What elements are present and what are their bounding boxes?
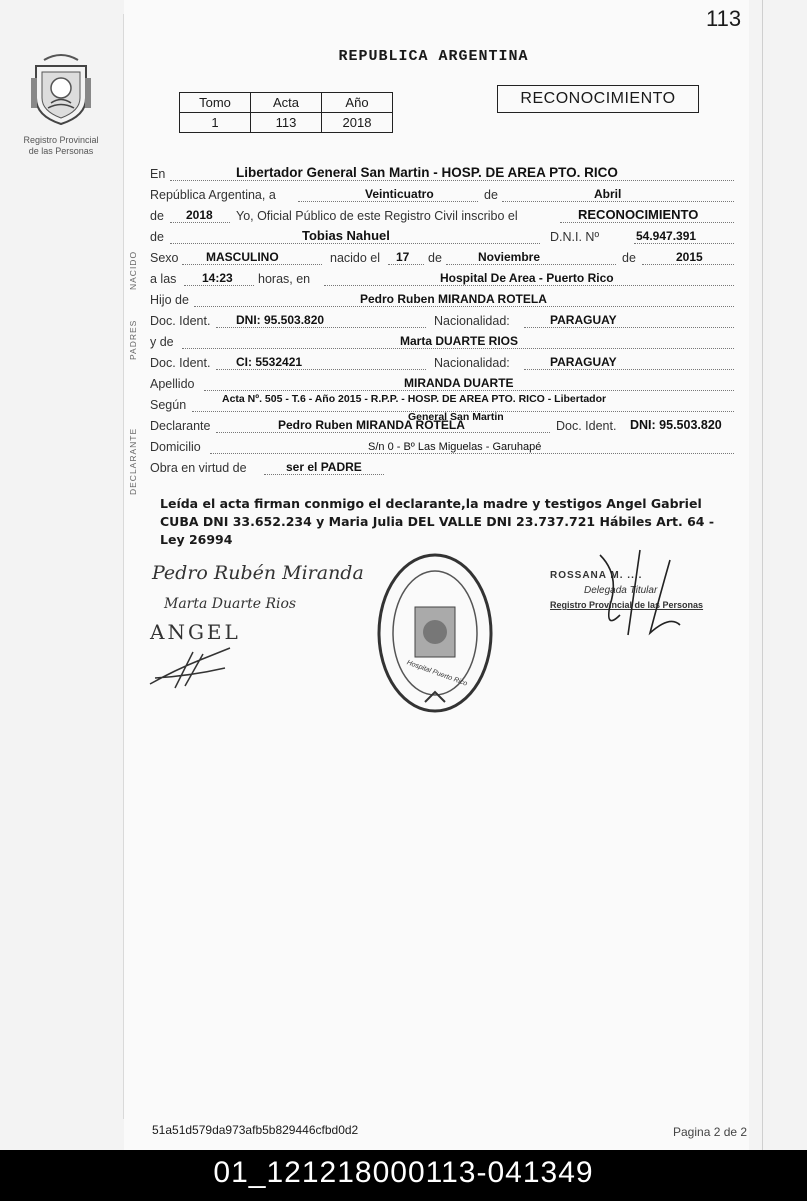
declarante-docident-label: Doc. Ident. (556, 419, 617, 433)
meta-value-acta: 113 (251, 113, 322, 133)
page-indicator: Pagina 2 de 2 (673, 1125, 748, 1139)
document-type-box: RECONOCIMIENTO (497, 85, 699, 113)
padre-doc-value: DNI: 95.503.820 (236, 313, 325, 327)
page-number: 113 (706, 6, 742, 31)
side-label-declarante: DECLARANTE (128, 427, 138, 495)
apellido-value: MIRANDA DUARTE (404, 376, 514, 390)
side-label-padres: PADRES (128, 319, 138, 360)
sexo-value: MASCULINO (206, 250, 279, 264)
hijo-label: Hijo de (150, 293, 189, 307)
meta-header-anio: Año (322, 93, 393, 113)
official-office: Registro Provincial de las Personas (550, 600, 704, 610)
page-edge (762, 0, 763, 1150)
madre-docident-label: Doc. Ident. (150, 356, 211, 370)
nac-anio-value: 2015 (676, 250, 703, 264)
domicilio-value: S/n 0 - Bº Las Miguelas - Garuhapé (368, 441, 542, 453)
de3-label: de (150, 230, 164, 244)
padre-value: Pedro Ruben MIRANDA ROTELA (360, 292, 547, 306)
meta-header-tomo: Tomo (180, 93, 251, 113)
nac-dia-value: 17 (396, 250, 410, 264)
official-signature-scribble (580, 545, 690, 640)
segun-value-2: General San Martin (408, 411, 504, 423)
meta-value-anio: 2018 (322, 113, 393, 133)
meta-table (179, 92, 393, 133)
official-stamp (375, 552, 495, 714)
lugar-value: Hospital De Area - Puerto Rico (440, 271, 614, 285)
inscribo-value: RECONOCIMIENTO (578, 207, 699, 222)
oficial-text: Yo, Oficial Público de este Registro Civil inscribo el (236, 209, 518, 223)
witness-signature-scribble (145, 640, 235, 690)
declarante-label: Declarante (150, 419, 211, 433)
meta-header-acta: Acta (251, 93, 322, 113)
madre-doc-value: CI: 5532421 (236, 355, 303, 369)
mes-value: Abril (594, 187, 622, 201)
signature-mother: Marta Duarte Rios (164, 596, 297, 612)
madre-nac-value: PARAGUAY (550, 355, 617, 369)
declarante-value: Pedro Ruben MIRANDA ROTELA (278, 418, 465, 432)
signature-father: Pedro Rubén Miranda (152, 562, 364, 584)
madre-nacionalidad-label: Nacionalidad: (434, 356, 510, 370)
de4-label: de (428, 251, 442, 265)
horas-label: horas, en (258, 272, 311, 286)
page-fold (123, 14, 124, 1119)
side-label-nacido: NACIDO (128, 250, 138, 290)
en-value: Libertador General San Martin - HOSP. DE AREA PTO. RICO (236, 165, 618, 180)
en-label: En (150, 167, 166, 181)
certificate-form (150, 162, 740, 477)
dni-value: 54.947.391 (636, 229, 697, 243)
republica-label: República Argentina, a (150, 188, 276, 202)
stamp-inner-text: Hospital Puerto Rico (405, 659, 469, 688)
domicilio-label: Domicilio (150, 440, 201, 454)
meta-value-tomo: 1 (180, 113, 251, 133)
document-title: REPUBLICA ARGENTINA (338, 48, 529, 65)
padre-nacionalidad-label: Nacionalidad: (434, 314, 510, 328)
obra-label: Obra en virtud de (150, 461, 247, 475)
alas-label: a las (150, 272, 177, 286)
segun-value: Acta Nº. 505 - T.6 - Año 2015 - R.P.P. - HOSP. DE AREA PTO. RICO - Libertador (222, 393, 607, 405)
nac-mes-value: Noviembre (478, 250, 541, 264)
padre-docident-label: Doc. Ident. (150, 314, 211, 328)
sexo-label: Sexo (150, 251, 179, 265)
closing-statement: Leída el acta firman conmigo el declarante,la madre y testigos Angel Gabriel CUBA DNI 33.652.234 y Maria Julia DEL VALLE DNI 23.737.721 Hábiles Art. 64 - Ley 26994 (160, 496, 715, 547)
hora-value: 14:23 (202, 271, 233, 285)
official-title: Delegada Titular (584, 585, 658, 596)
dia-value: Veinticuatro (365, 187, 434, 201)
dni-label: D.N.I. Nº (550, 230, 600, 244)
de-label: de (484, 188, 498, 202)
official-name: ROSSANA M. .... (550, 570, 643, 581)
obra-value: ser el PADRE (286, 460, 362, 474)
logo-caption-line1: Registro Provincial (23, 135, 99, 145)
anio-value: 2018 (186, 208, 213, 222)
segun-label: Según (150, 398, 187, 412)
document-hash: 51a51d579da973afb5b829446cfbd0d2 (152, 1123, 359, 1137)
nacido-label: nacido el (330, 251, 381, 265)
declarante-doc-value: DNI: 95.503.820 (630, 418, 722, 432)
padre-nac-value: PARAGUAY (550, 313, 617, 327)
de2-label: de (150, 209, 164, 223)
de5-label: de (622, 251, 636, 265)
apellido-label: Apellido (150, 377, 195, 391)
logo-caption-line2: de las Personas (28, 146, 94, 156)
scan-barcode-id: 01_121218000113-041349 (0, 1150, 807, 1201)
madre-value: Marta DUARTE RIOS (400, 334, 519, 348)
yde-label: y de (150, 335, 174, 349)
signature-witness: ANGEL (150, 620, 241, 644)
nombre-value: Tobias Nahuel (302, 228, 390, 243)
